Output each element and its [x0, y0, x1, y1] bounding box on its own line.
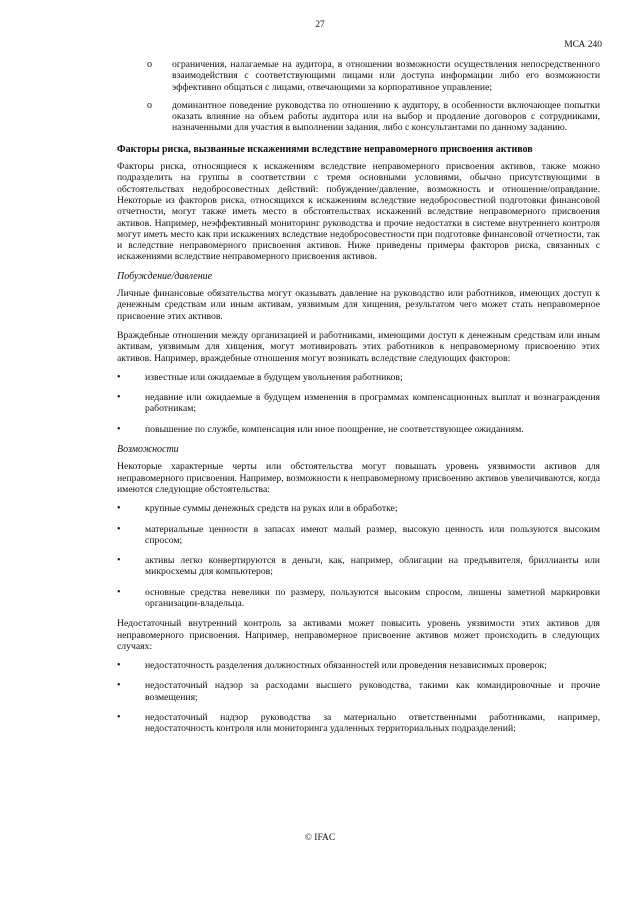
opportunity-paragraph-2: Недостаточный внутренний контроль за активами может повысить уровень уязвимости этих активов для неправомерного присвоения. Например, неправомерное присвоение активов может происходить в следующих случаях: [117, 618, 600, 652]
bullet-icon: • [117, 680, 121, 692]
bullet-icon: • [117, 586, 121, 598]
pressure-paragraph-2: Враждебные отношения между организацией и работниками, имеющими доступ к денежным средствам или иным активам, уязвимым для хищения, могут мотивировать этих работников к неправомерному присвоению этих активов. Например, враждебные отношения могут возникать вследствие следующих факторов: [117, 329, 600, 364]
bullet-icon: • [117, 523, 121, 535]
list-item [117, 680, 600, 703]
list-item-text: недостаточный надзор за расходами высшего руководства, такими как командировочные и прочие возмещения; [145, 680, 600, 703]
bullet-icon: • [117, 660, 121, 672]
list-item-text: недавние или ожидаемые в будущем изменения в программах компенсационных выплат и вознаграждения работникам; [145, 392, 600, 415]
list-item-text: доминантное поведение руководства по отношению к аудитору, в особенности включающее попытки оказать влияние на объем работы аудитора или на выбор и продление договоров с сотрудниками, назначенными для участия в выполнении задания, либо с консультантами по данному заданию. [172, 99, 600, 134]
opportunity-heading: Возможности [117, 444, 179, 456]
page-content [117, 59, 600, 744]
bullet-icon: • [117, 712, 121, 724]
list-item [117, 555, 600, 578]
bullet-icon: • [117, 371, 121, 383]
bullet-icon: • [117, 423, 121, 435]
opportunity-list [117, 503, 600, 609]
list-item [117, 59, 600, 93]
section-title: Факторы риска, вызванные искажениями вследствие неправомерного присвоения активов [117, 143, 533, 155]
list-item [117, 587, 600, 610]
bullet-icon: • [117, 392, 121, 404]
list-item [117, 100, 600, 134]
pressure-heading: Побуждение/давление [117, 270, 213, 282]
list-item-text: недостаточность разделения должностных обязанностей или проведения независимых проверок; [145, 660, 547, 672]
hollow-bullet-icon: o [147, 99, 152, 111]
list-item-text: основные средства невелики по размеру, пользуются высоким спросом, лишены заметной маркировки организации-владельца. [145, 586, 600, 609]
list-item-text: известные или ожидаемые в будущем увольнения работников; [145, 371, 403, 383]
list-item-text: повышение по службе, компенсация или иное поощрение, не соответствующее ожиданиям. [145, 423, 524, 435]
list-item [117, 424, 600, 435]
section-intro: Факторы риска, относящиеся к искажениям вследствие неправомерного присвоения активов, также можно подразделить на группы в соответствии с тремя основными условиями, обычно присутствующими в обстоятельствах недобросовестных действий: побуждение/давление, возможность и отношение/оправдание. Некоторые из факторов риска, относящихся к искажениям вследствие недобросовестной подготовки финансовой отчетности, могут также иметь место в обстоятельствах искажений вследствие неправомерного присвоения активов. Например, неэффективный мониторинг руководства и прочие недостатки в системе внутреннего контроля могут иметь место как при искажениях вследствие недобросовестности при подготовке финансовой отчетности, так и вследствие неправомерного присвоения активов. Ниже приведены примеры факторов риска, связанных с искажениями вследствие неправомерного присвоения активов. [117, 161, 600, 263]
pressure-paragraph-1: Личные финансовые обязательства могут оказывать давление на руководство или работников, имеющих доступ к денежным средствам или иным активам, уязвимым для хищения, результатом чего может стать неправомерное присвоение этих активов. [117, 288, 600, 322]
bullet-icon: • [117, 503, 121, 515]
list-item [117, 503, 600, 514]
list-item [117, 524, 600, 547]
list-item [117, 660, 600, 671]
control-list [117, 660, 600, 734]
bullet-icon: • [117, 555, 121, 567]
list-item-text: активы легко конвертируются в деньги, как, например, облигации на предъявителя, бриллианты или микросхемы для компьютеров; [145, 555, 600, 578]
page-number: 27 [315, 20, 325, 30]
hollow-bullet-icon: o [147, 59, 152, 70]
document-code: МСА 240 [564, 40, 602, 50]
list-item-text: ограничения, налагаемые на аудитора, в отношении возможности осуществления непосредственного взаимодействия с соответствующими лицами или доступа информации либо его возможности эффективно общаться с лицами, отвечающими за корпоративное управление; [172, 59, 600, 93]
list-item [117, 372, 600, 383]
list-item [117, 712, 600, 735]
list-item-text: недостаточный надзор руководства за материально ответственными работниками, например, недостаточность контроля или мониторинга удаленных территориальных подразделений; [145, 712, 600, 735]
list-item-text: крупные суммы денежных средств на руках или в обработке; [145, 503, 398, 515]
footer-copyright: © IFAC [304, 833, 336, 843]
list-item [117, 392, 600, 415]
opportunity-paragraph-1: Некоторые характерные черты или обстоятельства могут повышать уровень уязвимости активов для неправомерного присвоения. Например, возможности к неправомерному присвоению активов увеличиваются, когда имеются следующие обстоятельства: [117, 461, 600, 495]
top-sub-list [117, 59, 600, 134]
list-item-text: материальные ценности в запасах имеют малый размер, высокую ценность или пользуются высоким спросом; [145, 523, 600, 546]
pressure-list [117, 372, 600, 435]
